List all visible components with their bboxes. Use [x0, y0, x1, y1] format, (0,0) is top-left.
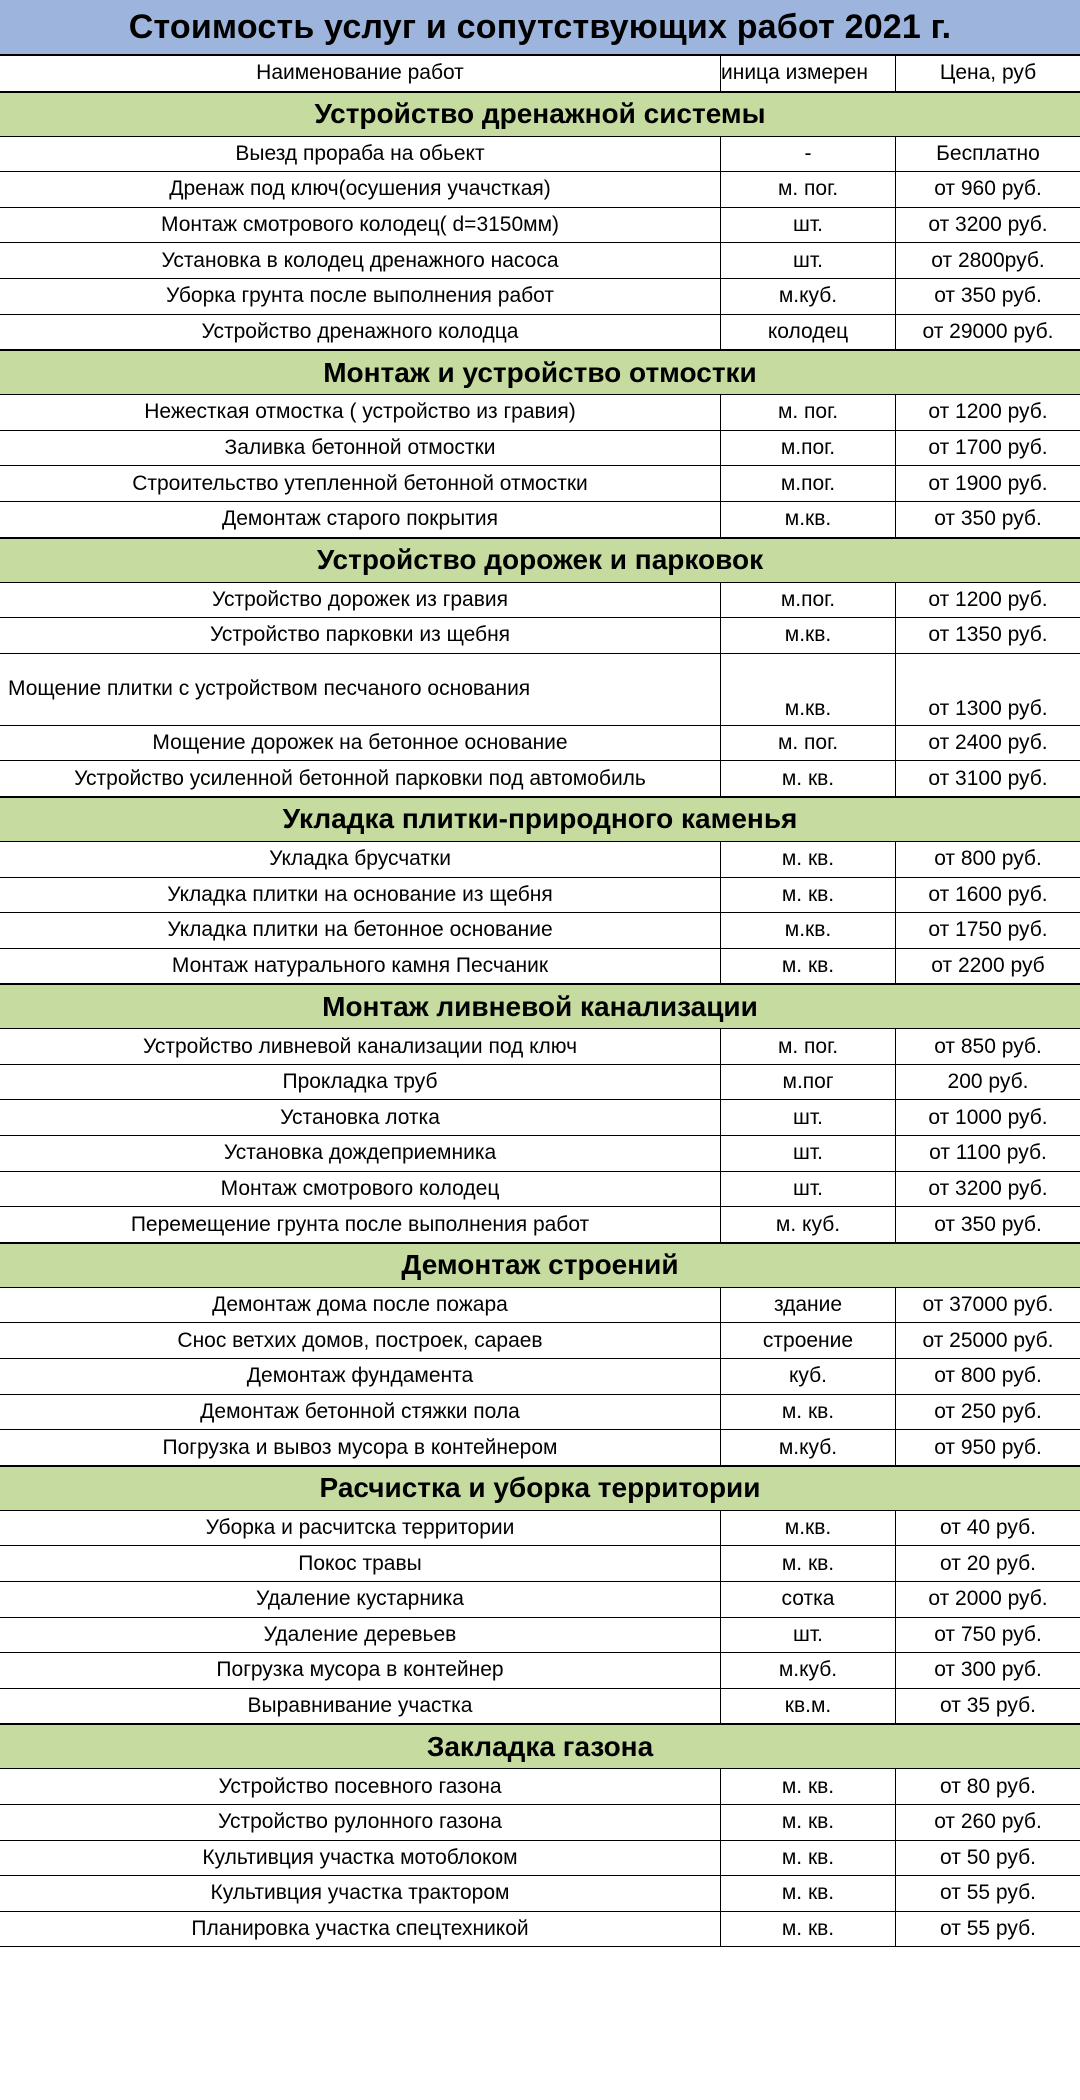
- work-name-cell: Устройство дренажного колодца: [201, 319, 519, 343]
- table-row: [0, 878, 1080, 914]
- price-cell: от 55 руб.: [895, 1912, 1080, 1947]
- table-row: [0, 1582, 1080, 1618]
- table-row: [0, 1323, 1080, 1359]
- price-cell: от 29000 руб.: [895, 315, 1080, 350]
- work-name-cell: Заливка бетонной отмостки: [224, 436, 496, 460]
- work-name-cell: Прокладка труб: [282, 1070, 438, 1094]
- price-cell: от 55 руб.: [895, 1876, 1080, 1911]
- section-header: Расчистка и уборка территории: [0, 1466, 1080, 1511]
- work-name-cell: Укладка плитки на основание из щебня: [167, 882, 553, 906]
- price-cell: от 1200 руб.: [895, 583, 1080, 618]
- unit-cell: шт.: [720, 243, 895, 278]
- unit-cell: сотка: [720, 1582, 895, 1617]
- price-cell: от 960 руб.: [895, 172, 1080, 207]
- work-name-cell: Укладка плитки на бетонное основание: [167, 918, 553, 942]
- table-row: [0, 761, 1080, 797]
- table-row: [0, 1841, 1080, 1877]
- section-header: Монтаж ливневой канализации: [0, 984, 1080, 1029]
- table-row: [0, 1029, 1080, 1065]
- price-cell: от 800 руб.: [895, 1359, 1080, 1394]
- price-cell: от 1900 руб.: [895, 466, 1080, 501]
- section-header: Устройство дренажной системы: [0, 92, 1080, 137]
- table-row: [0, 1618, 1080, 1654]
- unit-cell: м. кв.: [720, 842, 895, 877]
- work-name-cell: Удаление деревьев: [263, 1622, 457, 1646]
- unit-cell: м. пог.: [720, 395, 895, 430]
- table-row: [0, 502, 1080, 538]
- unit-cell: м.пог.: [720, 466, 895, 501]
- work-name-cell: Устройство усиленной бетонной парковки под автомобиль: [74, 766, 646, 790]
- column-header-row: [0, 56, 1080, 92]
- work-name-cell: Устройство парковки из щебня: [209, 623, 511, 647]
- table-row: [0, 726, 1080, 762]
- price-cell: 200 руб.: [895, 1065, 1080, 1100]
- unit-cell: куб.: [720, 1359, 895, 1394]
- table-row: [0, 583, 1080, 619]
- price-cell: от 350 руб.: [895, 279, 1080, 314]
- work-name-cell: Дренаж под ключ(осушения учачсткая): [169, 177, 551, 201]
- unit-cell: шт.: [720, 1618, 895, 1653]
- work-name-cell: Строительство утепленной бетонной отмостки: [132, 471, 588, 495]
- column-header-name: Наименование работ: [256, 61, 464, 85]
- price-cell: от 800 руб.: [895, 842, 1080, 877]
- work-name-cell: Выравнивание участка: [247, 1694, 473, 1718]
- unit-cell: колодец: [720, 315, 895, 350]
- table-row: [0, 1876, 1080, 1912]
- price-cell: от 1000 руб.: [895, 1100, 1080, 1135]
- table-row: [0, 466, 1080, 502]
- work-name-cell: Монтаж смотрового колодец( d=3150мм): [160, 213, 560, 237]
- price-cell: от 3200 руб.: [895, 208, 1080, 243]
- price-cell: от 3200 руб.: [895, 1172, 1080, 1207]
- work-name-cell: Установка лотка: [280, 1105, 440, 1129]
- table-row: [0, 208, 1080, 244]
- price-cell: от 850 руб.: [895, 1029, 1080, 1064]
- table-row: [0, 1805, 1080, 1841]
- price-cell: от 750 руб.: [895, 1618, 1080, 1653]
- price-cell: от 1750 руб.: [895, 913, 1080, 948]
- section-header: Демонтаж строений: [0, 1243, 1080, 1288]
- unit-cell: м. кв.: [720, 1841, 895, 1876]
- unit-cell: м. пог.: [720, 172, 895, 207]
- work-name-cell: Уборка и расчитска территории: [205, 1516, 515, 1540]
- unit-cell: м.куб.: [720, 279, 895, 314]
- unit-cell: м.кв.: [720, 654, 895, 725]
- work-name-cell: Погрузка и вывоз мусора в контейнером: [162, 1435, 558, 1459]
- work-name-cell: Демонтаж дома после пожара: [212, 1293, 508, 1317]
- work-name-cell: Снос ветхих домов, построек, сараев: [177, 1328, 543, 1352]
- table-row: [0, 315, 1080, 351]
- work-name-cell: Мощение дорожек на бетонное основание: [152, 731, 568, 755]
- price-cell: от 350 руб.: [895, 502, 1080, 537]
- unit-cell: м.куб.: [720, 1430, 895, 1465]
- table-row: [0, 654, 1080, 726]
- price-cell: от 2800руб.: [895, 243, 1080, 278]
- table-row: [0, 1359, 1080, 1395]
- table-row: [0, 913, 1080, 949]
- price-cell: от 80 руб.: [895, 1769, 1080, 1804]
- work-name-cell: Планировка участка спецтехникой: [191, 1917, 529, 1941]
- table-row: [0, 618, 1080, 654]
- work-name-cell: Уборка грунта после выполнения работ: [166, 284, 554, 308]
- unit-cell: м.кв.: [720, 618, 895, 653]
- table-row: [0, 1395, 1080, 1431]
- price-cell: от 350 руб.: [895, 1207, 1080, 1242]
- price-cell: от 20 руб.: [895, 1546, 1080, 1581]
- work-name-cell: Установка в колодец дренажного насоса: [161, 248, 559, 272]
- unit-cell: строение: [720, 1323, 895, 1358]
- unit-cell: м. кв.: [720, 878, 895, 913]
- unit-cell: м.кв.: [720, 1511, 895, 1546]
- unit-cell: кв.м.: [720, 1689, 895, 1724]
- price-cell: от 1600 руб.: [895, 878, 1080, 913]
- table-row: [0, 842, 1080, 878]
- price-cell: от 25000 руб.: [895, 1323, 1080, 1358]
- work-name-cell: Укладка брусчатки: [269, 847, 451, 871]
- section-header: Монтаж и устройство отмостки: [0, 350, 1080, 395]
- work-name-cell: Погрузка мусора в контейнер: [216, 1658, 504, 1682]
- work-name-cell: Покос травы: [298, 1551, 422, 1575]
- unit-cell: м. кв.: [720, 1546, 895, 1581]
- unit-cell: шт.: [720, 1172, 895, 1207]
- unit-cell: м. кв.: [720, 1805, 895, 1840]
- section-header: Устройство дорожек и парковок: [0, 538, 1080, 583]
- unit-cell: м. кв.: [720, 1912, 895, 1947]
- price-cell: от 1100 руб.: [895, 1136, 1080, 1171]
- section-header: Закладка газона: [0, 1724, 1080, 1769]
- work-name-cell: Демонтаж старого покрытия: [222, 507, 498, 531]
- table-row: [0, 137, 1080, 173]
- work-name-cell: Монтаж натурального камня Песчаник: [171, 953, 549, 977]
- table-row: [0, 395, 1080, 431]
- unit-cell: м. пог.: [720, 726, 895, 761]
- price-cell: от 2400 руб.: [895, 726, 1080, 761]
- unit-cell: м. куб.: [720, 1207, 895, 1242]
- price-cell: от 1200 руб.: [895, 395, 1080, 430]
- work-name-cell: Монтаж смотрового колодец: [220, 1176, 500, 1200]
- price-cell: от 950 руб.: [895, 1430, 1080, 1465]
- table-row: [0, 1653, 1080, 1689]
- table-row: [0, 1207, 1080, 1243]
- work-name-cell: Культивция участка мотоблоком: [202, 1845, 518, 1869]
- work-name-cell: Выезд прораба на обьект: [235, 141, 485, 165]
- price-cell: от 1700 руб.: [895, 431, 1080, 466]
- unit-cell: м. пог.: [720, 1029, 895, 1064]
- price-cell: от 37000 руб.: [895, 1288, 1080, 1323]
- unit-cell: шт.: [720, 1136, 895, 1171]
- work-name-cell: Демонтаж бетонной стяжки пола: [200, 1399, 520, 1423]
- work-name-cell: Устройство ливневой канализации под ключ: [142, 1034, 578, 1058]
- table-row: [0, 1430, 1080, 1466]
- price-cell: от 3100 руб.: [895, 761, 1080, 796]
- price-cell: от 35 руб.: [895, 1689, 1080, 1724]
- work-name-cell: Перемещение грунта после выполнения работ: [130, 1212, 590, 1236]
- table-row: [0, 279, 1080, 315]
- column-header-unit: иница измерен: [720, 56, 895, 91]
- table-row: [0, 1689, 1080, 1725]
- table-row: [0, 1769, 1080, 1805]
- unit-cell: м.кв.: [720, 913, 895, 948]
- unit-cell: м. кв.: [720, 1769, 895, 1804]
- unit-cell: м.пог.: [720, 431, 895, 466]
- work-name-cell: Мощение плитки с устройством песчаного основания: [8, 677, 531, 701]
- section-header: Укладка плитки-природного каменья: [0, 797, 1080, 842]
- work-name-cell: Культивция участка трактором: [210, 1881, 510, 1905]
- price-cell: от 1300 руб.: [895, 654, 1080, 725]
- table-row: [0, 1172, 1080, 1208]
- page-title: Стоимость услуг и сопутствующих работ 2021 г.: [0, 0, 1080, 56]
- unit-cell: м. кв.: [720, 949, 895, 984]
- price-cell: от 1350 руб.: [895, 618, 1080, 653]
- work-name-cell: Демонтаж фундамента: [246, 1364, 474, 1388]
- work-name-cell: Установка дождеприемника: [223, 1141, 497, 1165]
- column-header-price: Цена, руб: [895, 56, 1080, 91]
- table-row: [0, 172, 1080, 208]
- table-row: [0, 1511, 1080, 1547]
- unit-cell: м. кв.: [720, 1876, 895, 1911]
- table-row: [0, 949, 1080, 985]
- table-row: [0, 1912, 1080, 1948]
- unit-cell: здание: [720, 1288, 895, 1323]
- table-row: [0, 1100, 1080, 1136]
- table-row: [0, 1546, 1080, 1582]
- table-row: [0, 1065, 1080, 1101]
- unit-cell: м. кв.: [720, 761, 895, 796]
- price-cell: от 250 руб.: [895, 1395, 1080, 1430]
- table-row: [0, 1136, 1080, 1172]
- price-cell: от 50 руб.: [895, 1841, 1080, 1876]
- unit-cell: м.пог: [720, 1065, 895, 1100]
- unit-cell: м.пог.: [720, 583, 895, 618]
- price-cell: от 2000 руб.: [895, 1582, 1080, 1617]
- work-name-cell: Устройство дорожек из гравия: [212, 587, 508, 611]
- work-name-cell: Устройство рулонного газона: [218, 1810, 502, 1834]
- table-row: [0, 1288, 1080, 1324]
- price-cell: от 300 руб.: [895, 1653, 1080, 1688]
- price-cell: Бесплатно: [895, 137, 1080, 172]
- work-name-cell: Устройство посевного газона: [218, 1774, 502, 1798]
- unit-cell: шт.: [720, 208, 895, 243]
- price-cell: от 260 руб.: [895, 1805, 1080, 1840]
- work-name-cell: Удаление кустарника: [256, 1587, 464, 1611]
- price-cell: от 2200 руб: [895, 949, 1080, 984]
- table-body: [0, 92, 1080, 1948]
- table-row: [0, 243, 1080, 279]
- price-cell: от 40 руб.: [895, 1511, 1080, 1546]
- unit-cell: -: [720, 137, 895, 172]
- work-name-cell: Нежесткая отмостка ( устройство из гравия): [144, 400, 576, 424]
- unit-cell: м.куб.: [720, 1653, 895, 1688]
- unit-cell: шт.: [720, 1100, 895, 1135]
- unit-cell: м.кв.: [720, 502, 895, 537]
- unit-cell: м. кв.: [720, 1395, 895, 1430]
- table-row: [0, 431, 1080, 467]
